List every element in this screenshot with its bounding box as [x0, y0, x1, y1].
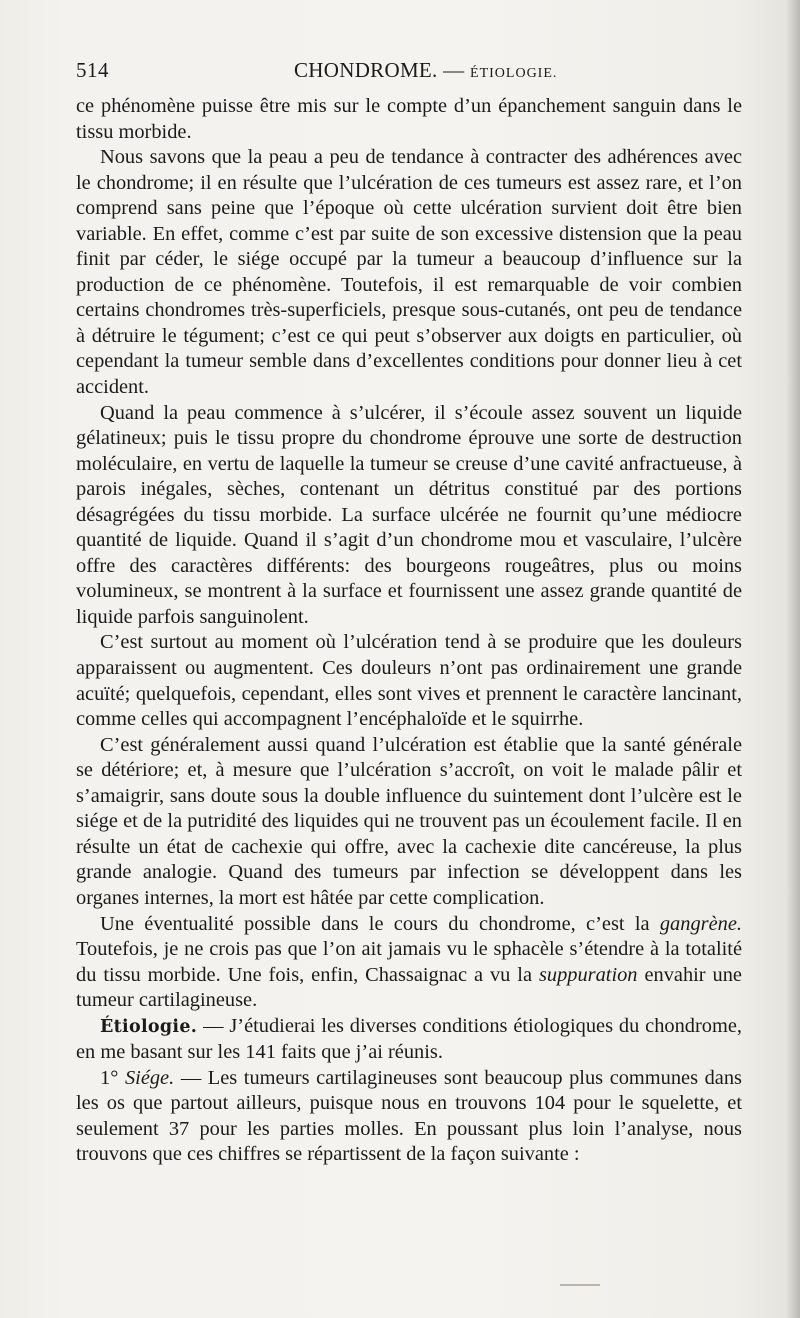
body-text — [76, 94, 742, 1168]
page-edge-shadow — [786, 0, 800, 1318]
running-head-title: CHONDROME. — [294, 58, 438, 82]
paragraph-siege — [76, 1066, 742, 1168]
siege-text: — Les tumeurs cartilagineuses sont beaucoup plus communes dans les os que partout ailleurs, puisque nous en trouvons 104 pour le squelette, et seulement 37 pour les parties molles. En poussant plus loin l’analyse, nous trouvons que ces chiffres se répartissent de la façon suivante : — [76, 1066, 742, 1166]
paragraph-etiology — [76, 1014, 742, 1066]
gangrene-text-a: Une éventualité possible dans le cours du chondrome, c’est la — [100, 912, 650, 935]
suppuration-term: suppuration — [538, 963, 638, 986]
gangrene-text-b: Toutefois, je ne crois pas que l’on ait jamais vu le sphacèle s’étendre à la totalité du tissu morbide. Une fois, enfin, Chassaignac a vu la — [76, 938, 742, 986]
paragraph-pain: C’est surtout au moment où l’ulcération tend à se produire que les douleurs apparaissent ou augmentent. Ces douleurs n’ont pas ordinairement une grande acuïté; quelquefois, cependant, elles sont vives et prennent le caractère lancinant, comme celles qui accompagnent l’encéphaloïde et le squirrhe. — [76, 631, 742, 731]
running-head-section: ÉTIOLOGIE. — [470, 66, 558, 81]
footer-rule — [560, 1284, 600, 1286]
gangrene-term: gangrène. — [659, 912, 742, 935]
paragraph-gangrene — [76, 912, 742, 1014]
page-number: 514 — [76, 58, 109, 82]
page-header — [76, 58, 740, 88]
gangrene-text-c: envahir une tumeur cartilagineuse. — [76, 963, 742, 1012]
running-head-dash: — — [443, 58, 465, 82]
siege-number: 1° — [100, 1066, 119, 1089]
paragraph-continuation: ce phénomène puisse être mis sur le compte d’un épanchement sanguin dans le tissu morbide. — [76, 95, 742, 143]
running-head — [294, 58, 557, 83]
etiology-intro: — J’étudierai les diverses conditions étiologiques du chondrome, en me basant sur les 141 faits que j’ai réunis. — [76, 1014, 742, 1064]
siege-term: Siége. — [124, 1066, 175, 1089]
paragraph-ulceration-process: Quand la peau commence à s’ulcérer, il s’écoule assez souvent un liquide gélatineux; puis le tissu propre du chondrome éprouve une sorte de destruction moléculaire, en vertu de laquelle la tumeur se creuse d’une cavité anfractueuse, à parois inégales, sèches, contenant un détritus constitué par des portions désagrégées du tissu morbide. La surface ulcérée ne fournit qu’une médiocre quantité de liquide. Quand il s’agit d’un chondrome mou et vasculaire, l’ulcère offre des caractères différents: des bourgeons rougeâtres, plus ou moins volumineux, se montrent à la surface et fournissent une assez grande quantité de liquide parfois sanguinolent. — [76, 401, 742, 628]
paragraph-general-health: C’est généralement aussi quand l’ulcération est établie que la santé générale se détériore; et, à mesure que l’ulcération s’accroît, on voit le malade pâlir et s’amaigrir, sans doute sous la double influence du suintement dont l’ulcère est le siége et de la putridité des liquides qui ne trouvent pas un écoulement facile. Il en résulte un état de cachexie qui offre, avec la cachexie dite cancéreuse, la plus grande analogie. Quand des tumeurs par infection se développent dans les organes internes, la mort est hâtée par cette complication. — [76, 733, 742, 909]
paragraph-ulceration-rarity: Nous savons que la peau a peu de tendance à contracter des adhérences avec le chondrome; il en résulte que l’ulcération de ces tumeurs est assez rare, et l’on comprend sans peine que l’époque où cette ulcération survient doit être bien variable. En effet, comme c’est par suite de son excessive distension que la peau finit par céder, le siége occupé par la tumeur a beaucoup d’influence sur la production de ce phénomène. Toutefois, il est remarquable de voir combien certains chondromes très-superficiels, presque sous-cutanés, ont peu de tendance à détruire le tégument; c’est ce qui peut s’observer aux doigts en particulier, où cependant la tumeur semble dans d’excellentes conditions pour donner lieu à cet accident. — [76, 146, 742, 399]
section-heading-etiologie: Étiologie. — [100, 1016, 198, 1037]
